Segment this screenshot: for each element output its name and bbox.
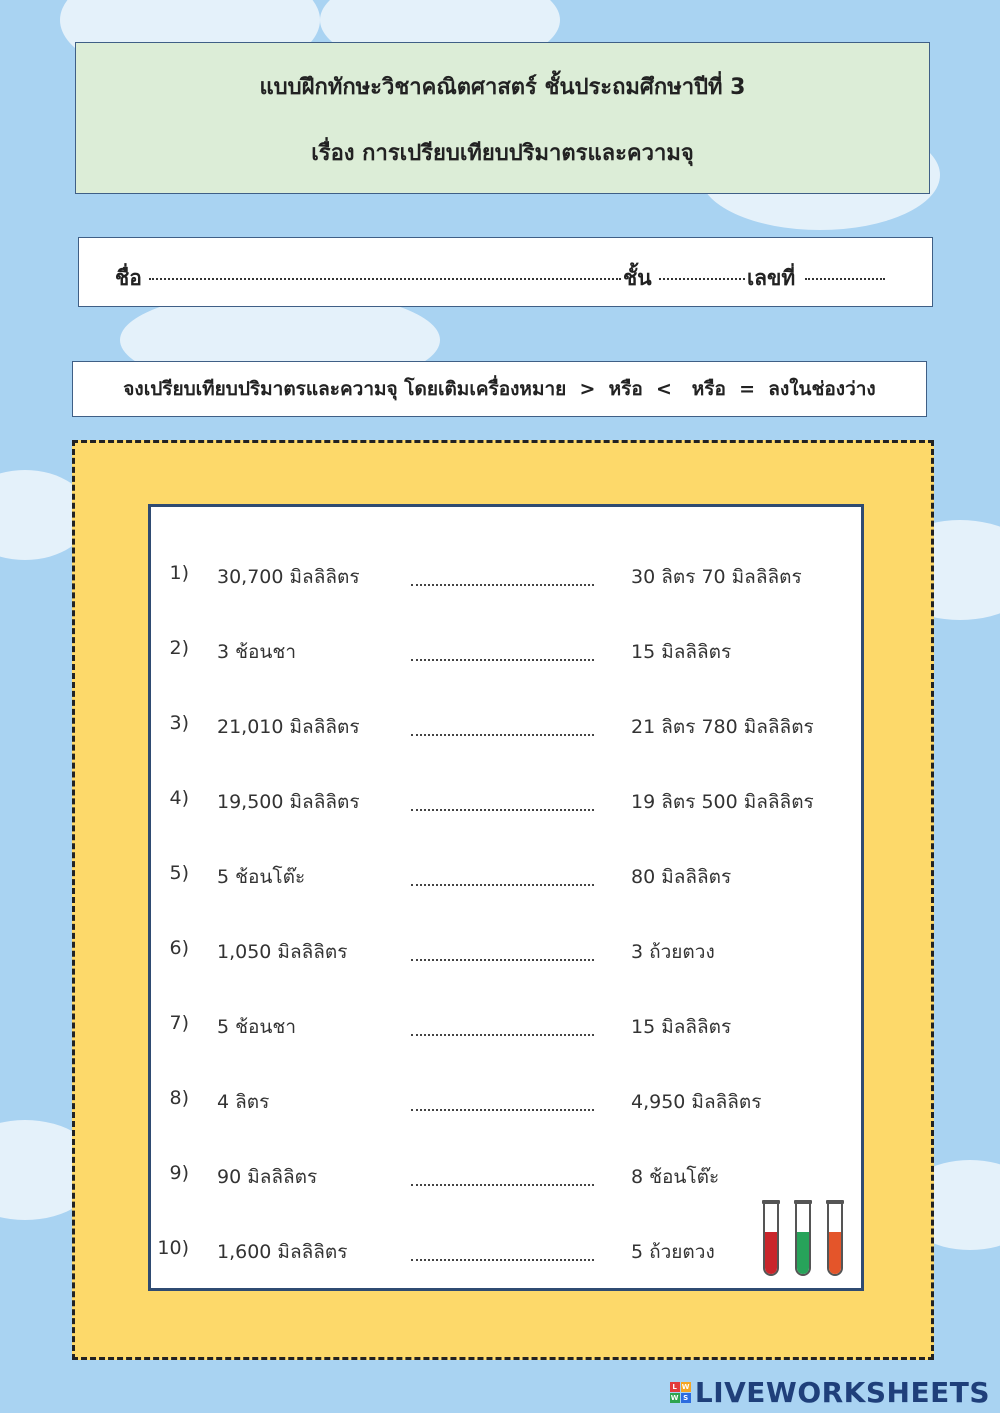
- answer-blank[interactable]: [411, 884, 594, 886]
- question-row: [151, 1154, 861, 1194]
- brand-name: LIVEWORKSHEETS: [694, 1376, 990, 1409]
- answer-blank[interactable]: [411, 1109, 594, 1111]
- instruction-box: [72, 361, 927, 417]
- question-row: [151, 779, 861, 819]
- question-number: 10): [157, 1237, 189, 1259]
- test-tubes-icon: [756, 1198, 856, 1280]
- question-left-value: 1,600 มิลลิลิตร: [217, 1241, 348, 1263]
- question-left-value: 4 ลิตร: [217, 1091, 270, 1113]
- worksheet-header: [75, 42, 930, 194]
- question-row: [151, 554, 861, 594]
- question-right-value: 19 ลิตร 500 มิลลิลิตร: [631, 791, 814, 813]
- question-row: [151, 1229, 861, 1269]
- liveworksheets-logo-icon: [670, 1382, 691, 1403]
- question-number: 6): [169, 937, 189, 959]
- question-left-value: 3 ช้อนชา: [217, 641, 296, 663]
- question-right-value: 21 ลิตร 780 มิลลิลิตร: [631, 716, 814, 738]
- question-left-value: 5 ช้อนชา: [217, 1016, 296, 1038]
- question-left-value: 30,700 มิลลิลิตร: [217, 566, 360, 588]
- answer-blank[interactable]: [411, 584, 594, 586]
- question-right-value: 15 มิลลิลิตร: [631, 641, 732, 663]
- test-tube-green-icon: [794, 1200, 812, 1275]
- logo-letter: W: [670, 1394, 679, 1402]
- question-row: [151, 854, 861, 894]
- question-number: 4): [169, 787, 189, 809]
- class-field[interactable]: [659, 278, 745, 280]
- question-right-value: 5 ถ้วยตวง: [631, 1241, 715, 1263]
- class-label: ชั้น: [623, 266, 652, 290]
- logo-letter: L: [670, 1382, 680, 1392]
- question-right-value: 4,950 มิลลิลิตร: [631, 1091, 762, 1113]
- number-field[interactable]: [805, 278, 885, 280]
- question-left-value: 5 ช้อนโต๊ะ: [217, 866, 306, 888]
- worksheet-title: แบบฝึกทักษะวิชาคณิตศาสตร์ ชั้นประถมศึกษาปีที่ 3: [259, 75, 746, 100]
- question-left-value: 19,500 มิลลิลิตร: [217, 791, 360, 813]
- logo-letter: W: [681, 1383, 690, 1391]
- answer-blank[interactable]: [411, 734, 594, 736]
- question-number: 7): [169, 1012, 189, 1034]
- question-number: 1): [169, 562, 189, 584]
- student-info-box: [78, 237, 933, 307]
- question-left-value: 90 มิลลิลิตร: [217, 1166, 318, 1188]
- question-right-value: 3 ถ้วยตวง: [631, 941, 715, 963]
- logo-letter: S: [681, 1393, 691, 1403]
- question-row: [151, 704, 861, 744]
- answer-blank[interactable]: [411, 1259, 594, 1261]
- question-row: [151, 1004, 861, 1044]
- question-right-value: 8 ช้อนโต๊ะ: [631, 1166, 720, 1188]
- worksheet-topic: เรื่อง การเปรียบเทียบปริมาตรและความจุ: [311, 141, 694, 166]
- question-row: [151, 1079, 861, 1119]
- question-number: 3): [169, 712, 189, 734]
- answer-blank[interactable]: [411, 659, 594, 661]
- number-label: เลขที่: [747, 266, 796, 290]
- name-label: ชื่อ: [115, 266, 142, 290]
- question-left-value: 21,010 มิลลิลิตร: [217, 716, 360, 738]
- question-number: 9): [169, 1162, 189, 1184]
- question-right-value: 30 ลิตร 70 มิลลิลิตร: [631, 566, 802, 588]
- test-tube-orange-icon: [826, 1200, 844, 1275]
- question-number: 5): [169, 862, 189, 884]
- question-number: 2): [169, 637, 189, 659]
- answer-blank[interactable]: [411, 1034, 594, 1036]
- question-row: [151, 929, 861, 969]
- answer-blank[interactable]: [411, 809, 594, 811]
- question-right-value: 15 มิลลิลิตร: [631, 1016, 732, 1038]
- name-field[interactable]: [149, 278, 621, 280]
- answer-blank[interactable]: [411, 959, 594, 961]
- question-number: 8): [169, 1087, 189, 1109]
- question-panel: [148, 504, 864, 1291]
- question-right-value: 80 มิลลิลิตร: [631, 866, 732, 888]
- liveworksheets-brand[interactable]: [670, 1376, 990, 1409]
- instruction-text: จงเปรียบเทียบปริมาตรและความจุ โดยเติมเครื่องหมาย > หรือ < หรือ = ลงในช่องว่าง: [123, 378, 876, 400]
- answer-blank[interactable]: [411, 1184, 594, 1186]
- question-row: [151, 629, 861, 669]
- question-left-value: 1,050 มิลลิลิตร: [217, 941, 348, 963]
- test-tube-red-icon: [762, 1200, 780, 1275]
